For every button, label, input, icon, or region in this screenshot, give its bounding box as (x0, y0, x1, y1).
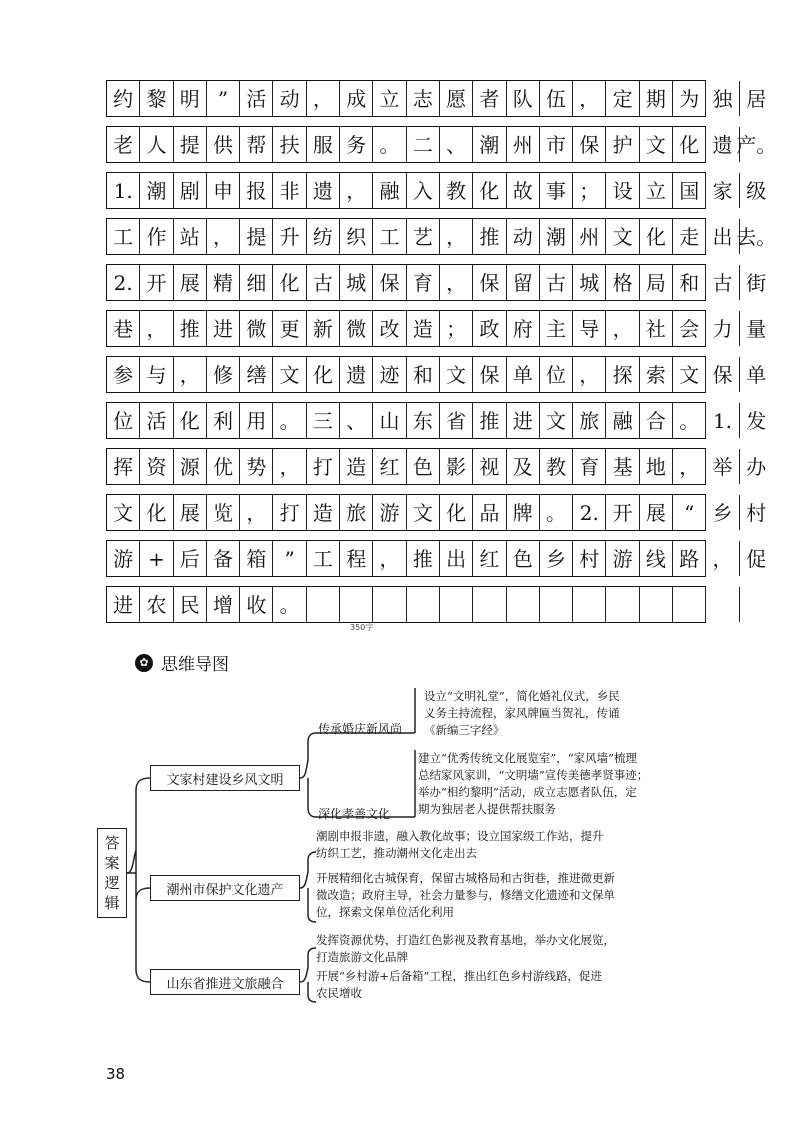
grid-cell: 州 (507, 127, 540, 162)
grid-cell: ， (440, 265, 473, 300)
grid-cell: 色 (407, 449, 440, 484)
note-line: 农民增收 (316, 986, 362, 1000)
grid-cell: 打 (273, 495, 306, 530)
grid-cell: 造 (407, 311, 440, 346)
grid-cell: 收 (240, 587, 273, 622)
grid-cell: 单 (507, 357, 540, 392)
grid-cell: 动 (507, 219, 540, 254)
sub-label-wedding: 传承婚庆新风尚 (318, 722, 403, 736)
note-line: 总结家风家训，“文明墙”宣传美德孝贤事迹； (418, 768, 649, 782)
grid-cell: 举 (706, 449, 739, 484)
grid-cell: 办 (746, 454, 767, 479)
grid-cell: 队 (507, 81, 540, 116)
grid-cell: 化 (440, 495, 473, 530)
grid-cell: 帮 (240, 127, 273, 162)
grid-cell: 、 (440, 127, 473, 162)
grid-cell: ， (207, 219, 240, 254)
grid-cell: 保 (473, 265, 506, 300)
grid-cell: 活 (140, 403, 173, 438)
grid-cell: 保 (573, 127, 606, 162)
note-line: 发挥资源优势，打造红色影视及教育基地，举办文化展览， (316, 933, 615, 947)
grid-cell: ， (440, 219, 473, 254)
grid-cell: ， (573, 357, 606, 392)
grid-cell: 工 (107, 219, 140, 254)
grid-cell: 设 (606, 173, 639, 208)
grid-cell: + (140, 541, 173, 576)
grid-cell: 化 (140, 495, 173, 530)
note-line: 位，探索文保单位活化利用 (316, 905, 454, 919)
root-char: 逻 (104, 874, 120, 892)
grid-cell: 升 (273, 219, 306, 254)
grid-cell: 微 (340, 311, 373, 346)
grid-cell: 览 (207, 495, 240, 530)
grid-cell: 位 (540, 357, 573, 392)
grid-cell: 及 (507, 449, 540, 484)
grid-cell: 扶 (273, 127, 306, 162)
grid-cell: 活 (240, 81, 273, 116)
grid-cell: 旅 (573, 403, 606, 438)
grid-cell: 文 (673, 357, 706, 392)
grid-cell: 二 (407, 127, 440, 162)
grid-cell: 导 (573, 311, 606, 346)
note-line: 举办“相约黎明”活动，成立志愿者队伍，定 (418, 785, 637, 799)
grid-cell: 箱 (240, 541, 273, 576)
root-char: 答 (104, 834, 120, 852)
grid-cell: 站 (174, 219, 207, 254)
grid-cell: 进 (107, 587, 140, 622)
grid-cell: 人 (140, 127, 173, 162)
branch-1-box: 文家村建设乡风文明 (150, 765, 300, 791)
grid-cell: 提 (240, 219, 273, 254)
grid-cell: ， (174, 357, 207, 392)
note-line: 潮剧申报非遗，融入教化故事；设立国家级工作站，提升 (316, 829, 604, 843)
grid-cell: ， (673, 449, 706, 484)
grid-cell: 立 (640, 173, 673, 208)
grid-cell: 迹 (373, 357, 406, 392)
grid-cell: 市 (540, 127, 573, 162)
grid-cell: ， (606, 311, 639, 346)
word-count: 350字 (350, 623, 374, 632)
grid-cell: 展 (174, 495, 207, 530)
grid-cell: 立 (373, 81, 406, 116)
grid-cell: 索 (640, 357, 673, 392)
grid-cell: 单 (746, 362, 767, 387)
grid-cell: 促 (746, 546, 767, 571)
grid-cell: 遗 (307, 173, 340, 208)
grid-cell: 入 (407, 173, 440, 208)
grid-cell: 备 (207, 541, 240, 576)
grid-cell: 修 (207, 357, 240, 392)
grid-cell: 源 (174, 449, 207, 484)
grid-cell: 展 (174, 265, 207, 300)
grid-cell: 明 (174, 81, 207, 116)
grid-cell: 1. (706, 403, 739, 438)
grid-cell: 量 (746, 316, 767, 341)
grid-cell: 民 (174, 587, 207, 622)
grid-cell: 工 (373, 219, 406, 254)
grid-cell: 织 (340, 219, 373, 254)
grid-cell: 推 (473, 219, 506, 254)
grid-cell: 独 (706, 81, 739, 116)
grid-cell: 村 (573, 541, 606, 576)
grid-cell: 。 (273, 403, 306, 438)
grid-cell: 2. (573, 495, 606, 530)
section-title: 思维导图 (161, 655, 229, 675)
grid-cell: 社 (640, 311, 673, 346)
grid-cell: 古 (540, 265, 573, 300)
grid-cell: ， (240, 495, 273, 530)
grid-cell: 精 (207, 265, 240, 300)
note-line: 开展“乡村游+后备箱”工程，推出红色乡村游线路，促进 (316, 969, 602, 983)
grid-cell: 融 (606, 403, 639, 438)
grid-cell: 与 (140, 357, 173, 392)
grid-cell: 城 (340, 265, 373, 300)
grid-cell: 动 (273, 81, 306, 116)
grid-cell: 地 (640, 449, 673, 484)
grid-cell: 教 (540, 449, 573, 484)
note-line: 建立“优秀传统文化展览室”，“家风墙”梳理 (418, 751, 638, 765)
grid-cell: 推 (407, 541, 440, 576)
grid-cell: 保 (373, 265, 406, 300)
note-line: 《新编三字经》 (424, 723, 505, 737)
grid-cell: 潮 (540, 219, 573, 254)
grid-cell: 开 (606, 495, 639, 530)
grid-cell: 用 (240, 403, 273, 438)
note-line: 开展精细化古城保育，保留古城格局和古街巷，推进微更新 (316, 871, 615, 885)
note-line: 打造旅游文化品牌 (316, 950, 408, 964)
grid-cell: 力 (706, 311, 739, 346)
grid-cell: 1. (107, 173, 140, 208)
grid-cell: 事 (540, 173, 573, 208)
grid-cell: ； (573, 173, 606, 208)
grid-cell: 提 (174, 127, 207, 162)
grid-cell: 育 (573, 449, 606, 484)
grid-cell: 、 (340, 403, 373, 438)
grid-cell: 缮 (240, 357, 273, 392)
grid-cell: 志 (407, 81, 440, 116)
grid-cell: ， (706, 541, 739, 576)
grid-cell: 者 (473, 81, 506, 116)
grid-cell: 保 (473, 357, 506, 392)
note-line: 设立“文明礼堂”，简化婚礼仪式，乡民 (424, 689, 620, 703)
grid-cell: 老 (107, 127, 140, 162)
grid-cell: 文 (107, 495, 140, 530)
grid-cell: 合 (640, 403, 673, 438)
page-number: 38 (106, 1065, 126, 1083)
grid-cell: 和 (407, 357, 440, 392)
grid-cell: 资 (140, 449, 173, 484)
grid-cell: 展 (640, 495, 673, 530)
grid-cell: 挥 (107, 449, 140, 484)
note-chaozhou-oldtown (316, 870, 615, 921)
grid-cell: 护 (606, 127, 639, 162)
branch-2-box: 潮州市保护文化遗产 (150, 875, 300, 901)
grid-cell: 巷 (107, 311, 140, 346)
grid-cell: 三 (307, 403, 340, 438)
mindmap-root (97, 828, 127, 918)
note-wedding (424, 688, 620, 739)
grid-cell: 省 (440, 403, 473, 438)
grid-cell: 更 (273, 311, 306, 346)
grid-cell: 文 (606, 219, 639, 254)
grid-cell: 局 (640, 265, 673, 300)
grid-cell: 牌 (507, 495, 540, 530)
grid-cell: ； (440, 311, 473, 346)
grid-cell: 造 (340, 449, 373, 484)
grid-cell: 国 (673, 173, 706, 208)
grid-cell: 后 (174, 541, 207, 576)
grid-cell: 融 (373, 173, 406, 208)
grid-cell: 影 (440, 449, 473, 484)
grid-cell: 文 (407, 495, 440, 530)
grid-cell: 视 (473, 449, 506, 484)
grid-cell: 州 (573, 219, 606, 254)
grid-cell: 位 (107, 403, 140, 438)
grid-cell: 进 (507, 403, 540, 438)
grid-cell: 定 (606, 81, 639, 116)
grid-cell: 游 (373, 495, 406, 530)
grid-cell: 。 (540, 495, 573, 530)
note-chaozhou-opera (316, 828, 604, 862)
grid-cell: 期 (640, 81, 673, 116)
grid-cell: 非 (273, 173, 306, 208)
grid-cell: 服 (307, 127, 340, 162)
branch-3-box: 山东省推进文旅融合 (150, 969, 300, 995)
grid-cell: 化 (673, 127, 706, 162)
grid-cell: 新 (307, 311, 340, 346)
grid-cell: 利 (207, 403, 240, 438)
grid-cell: 愿 (440, 81, 473, 116)
grid-cell: 。 (273, 587, 306, 622)
grid-cell: 成 (340, 81, 373, 116)
grid-cell: 改 (373, 311, 406, 346)
grid-cell: 。 (373, 127, 406, 162)
grid-cell: 线 (640, 541, 673, 576)
grid-cell: 约 (107, 81, 140, 116)
grid-cell: 开 (140, 265, 173, 300)
grid-cell: 潮 (140, 173, 173, 208)
grid-cell: 探 (606, 357, 639, 392)
grid-cell: 育 (407, 265, 440, 300)
grid-cell: 微 (240, 311, 273, 346)
grid-cell: 潮 (473, 127, 506, 162)
note-line: 期为独居老人提供帮扶服务 (418, 802, 556, 816)
grid-cell: 保 (706, 357, 739, 392)
grid-cell: 黎 (140, 81, 173, 116)
grid-cell: 出 (440, 541, 473, 576)
grid-cell: 居 (746, 86, 767, 111)
grid-cell: ” (273, 541, 306, 576)
grid-cell: 教 (440, 173, 473, 208)
note-line: 纺织工艺，推动潮州文化走出去 (316, 846, 477, 860)
grid-cell: 化 (473, 173, 506, 208)
grid-cell: 化 (174, 403, 207, 438)
grid-cell: 申 (207, 173, 240, 208)
grid-cell: 旅 (340, 495, 373, 530)
grid-cell: 乡 (540, 541, 573, 576)
grid-cell: 村 (746, 500, 767, 525)
grid-cell: 产。 (736, 132, 777, 157)
grid-cell: 优 (207, 449, 240, 484)
root-char: 辑 (104, 894, 120, 912)
grid-cell: 乡 (706, 495, 739, 530)
grid-cell: 农 (140, 587, 173, 622)
grid-cell: 作 (140, 219, 173, 254)
grid-cell: 留 (507, 265, 540, 300)
grid-cell: 遗 (706, 127, 739, 162)
grid-cell: 古 (706, 265, 739, 300)
grid-cell: 打 (307, 449, 340, 484)
grid-cell: 品 (473, 495, 506, 530)
grid-cell: 会 (673, 311, 706, 346)
grid-cell: 造 (307, 495, 340, 530)
grid-cell: 走 (673, 219, 706, 254)
grid-cell: ” (207, 81, 240, 116)
grid-cell: ， (307, 81, 340, 116)
grid-cell: 主 (540, 311, 573, 346)
grid-cell: 城 (573, 265, 606, 300)
grid-cell: 纺 (307, 219, 340, 254)
note-filial (418, 750, 648, 818)
grid-cell: 基 (606, 449, 639, 484)
grid-cell: 伍 (540, 81, 573, 116)
note-line: 义务主持流程，家风牌匾当贺礼，传诵 (424, 706, 620, 720)
grid-cell: 和 (673, 265, 706, 300)
sub-label-filial: 深化孝善文化 (318, 807, 391, 821)
grid-cell: 文 (440, 357, 473, 392)
grid-cell: 推 (473, 403, 506, 438)
grid-cell: 文 (540, 403, 573, 438)
note-shandong-resources (316, 932, 615, 966)
grid-cell: 级 (746, 178, 767, 203)
grid-cell: 参 (107, 357, 140, 392)
grid-cell: 遗 (340, 357, 373, 392)
grid-cell: 府 (507, 311, 540, 346)
grid-cell: ， (573, 81, 606, 116)
grid-cell: 工 (307, 541, 340, 576)
grid-cell: 东 (407, 403, 440, 438)
flower-icon: ✿ (135, 654, 153, 672)
grid-cell: 古 (307, 265, 340, 300)
grid-cell: 为 (673, 81, 706, 116)
grid-cell: “ (673, 495, 706, 530)
grid-cell: 程 (340, 541, 373, 576)
grid-cell: 文 (273, 357, 306, 392)
grid-cell: 供 (207, 127, 240, 162)
grid-cell: 红 (373, 449, 406, 484)
grid-cell: 。 (673, 403, 706, 438)
grid-cell: 游 (107, 541, 140, 576)
grid-cell: 化 (640, 219, 673, 254)
grid-cell: 色 (507, 541, 540, 576)
grid-cell: 去。 (736, 224, 777, 249)
grid-cell: 化 (273, 265, 306, 300)
grid-cell: 细 (240, 265, 273, 300)
note-line: 微改造；政府主导，社会力量参与，修缮文化遗迹和文保单 (316, 888, 615, 902)
grid-cell: 文 (640, 127, 673, 162)
note-shandong-rural (316, 968, 602, 1002)
grid-cell: 报 (240, 173, 273, 208)
grid-cell: 务 (340, 127, 373, 162)
grid-cell: 政 (473, 311, 506, 346)
grid-cell: 推 (174, 311, 207, 346)
grid-cell: 路 (673, 541, 706, 576)
grid-cell: 格 (606, 265, 639, 300)
grid-cell: ， (373, 541, 406, 576)
grid-cell: 出 (706, 219, 739, 254)
grid-cell: ， (273, 449, 306, 484)
grid-cell: 艺 (407, 219, 440, 254)
grid-cell: 化 (307, 357, 340, 392)
grid-cell: 发 (746, 408, 767, 433)
grid-cell: 剧 (174, 173, 207, 208)
grid-cell: 红 (473, 541, 506, 576)
grid-cell: ， (140, 311, 173, 346)
grid-cell: 进 (207, 311, 240, 346)
grid-cell: 游 (606, 541, 639, 576)
grid-cell: 故 (507, 173, 540, 208)
grid-cell: 增 (207, 587, 240, 622)
root-char: 案 (104, 854, 120, 872)
grid-cell: 山 (373, 403, 406, 438)
grid-cell: ， (340, 173, 373, 208)
grid-cell: 家 (706, 173, 739, 208)
grid-cell: 2. (107, 265, 140, 300)
grid-cell: 势 (240, 449, 273, 484)
grid-cell: 街 (746, 270, 767, 295)
